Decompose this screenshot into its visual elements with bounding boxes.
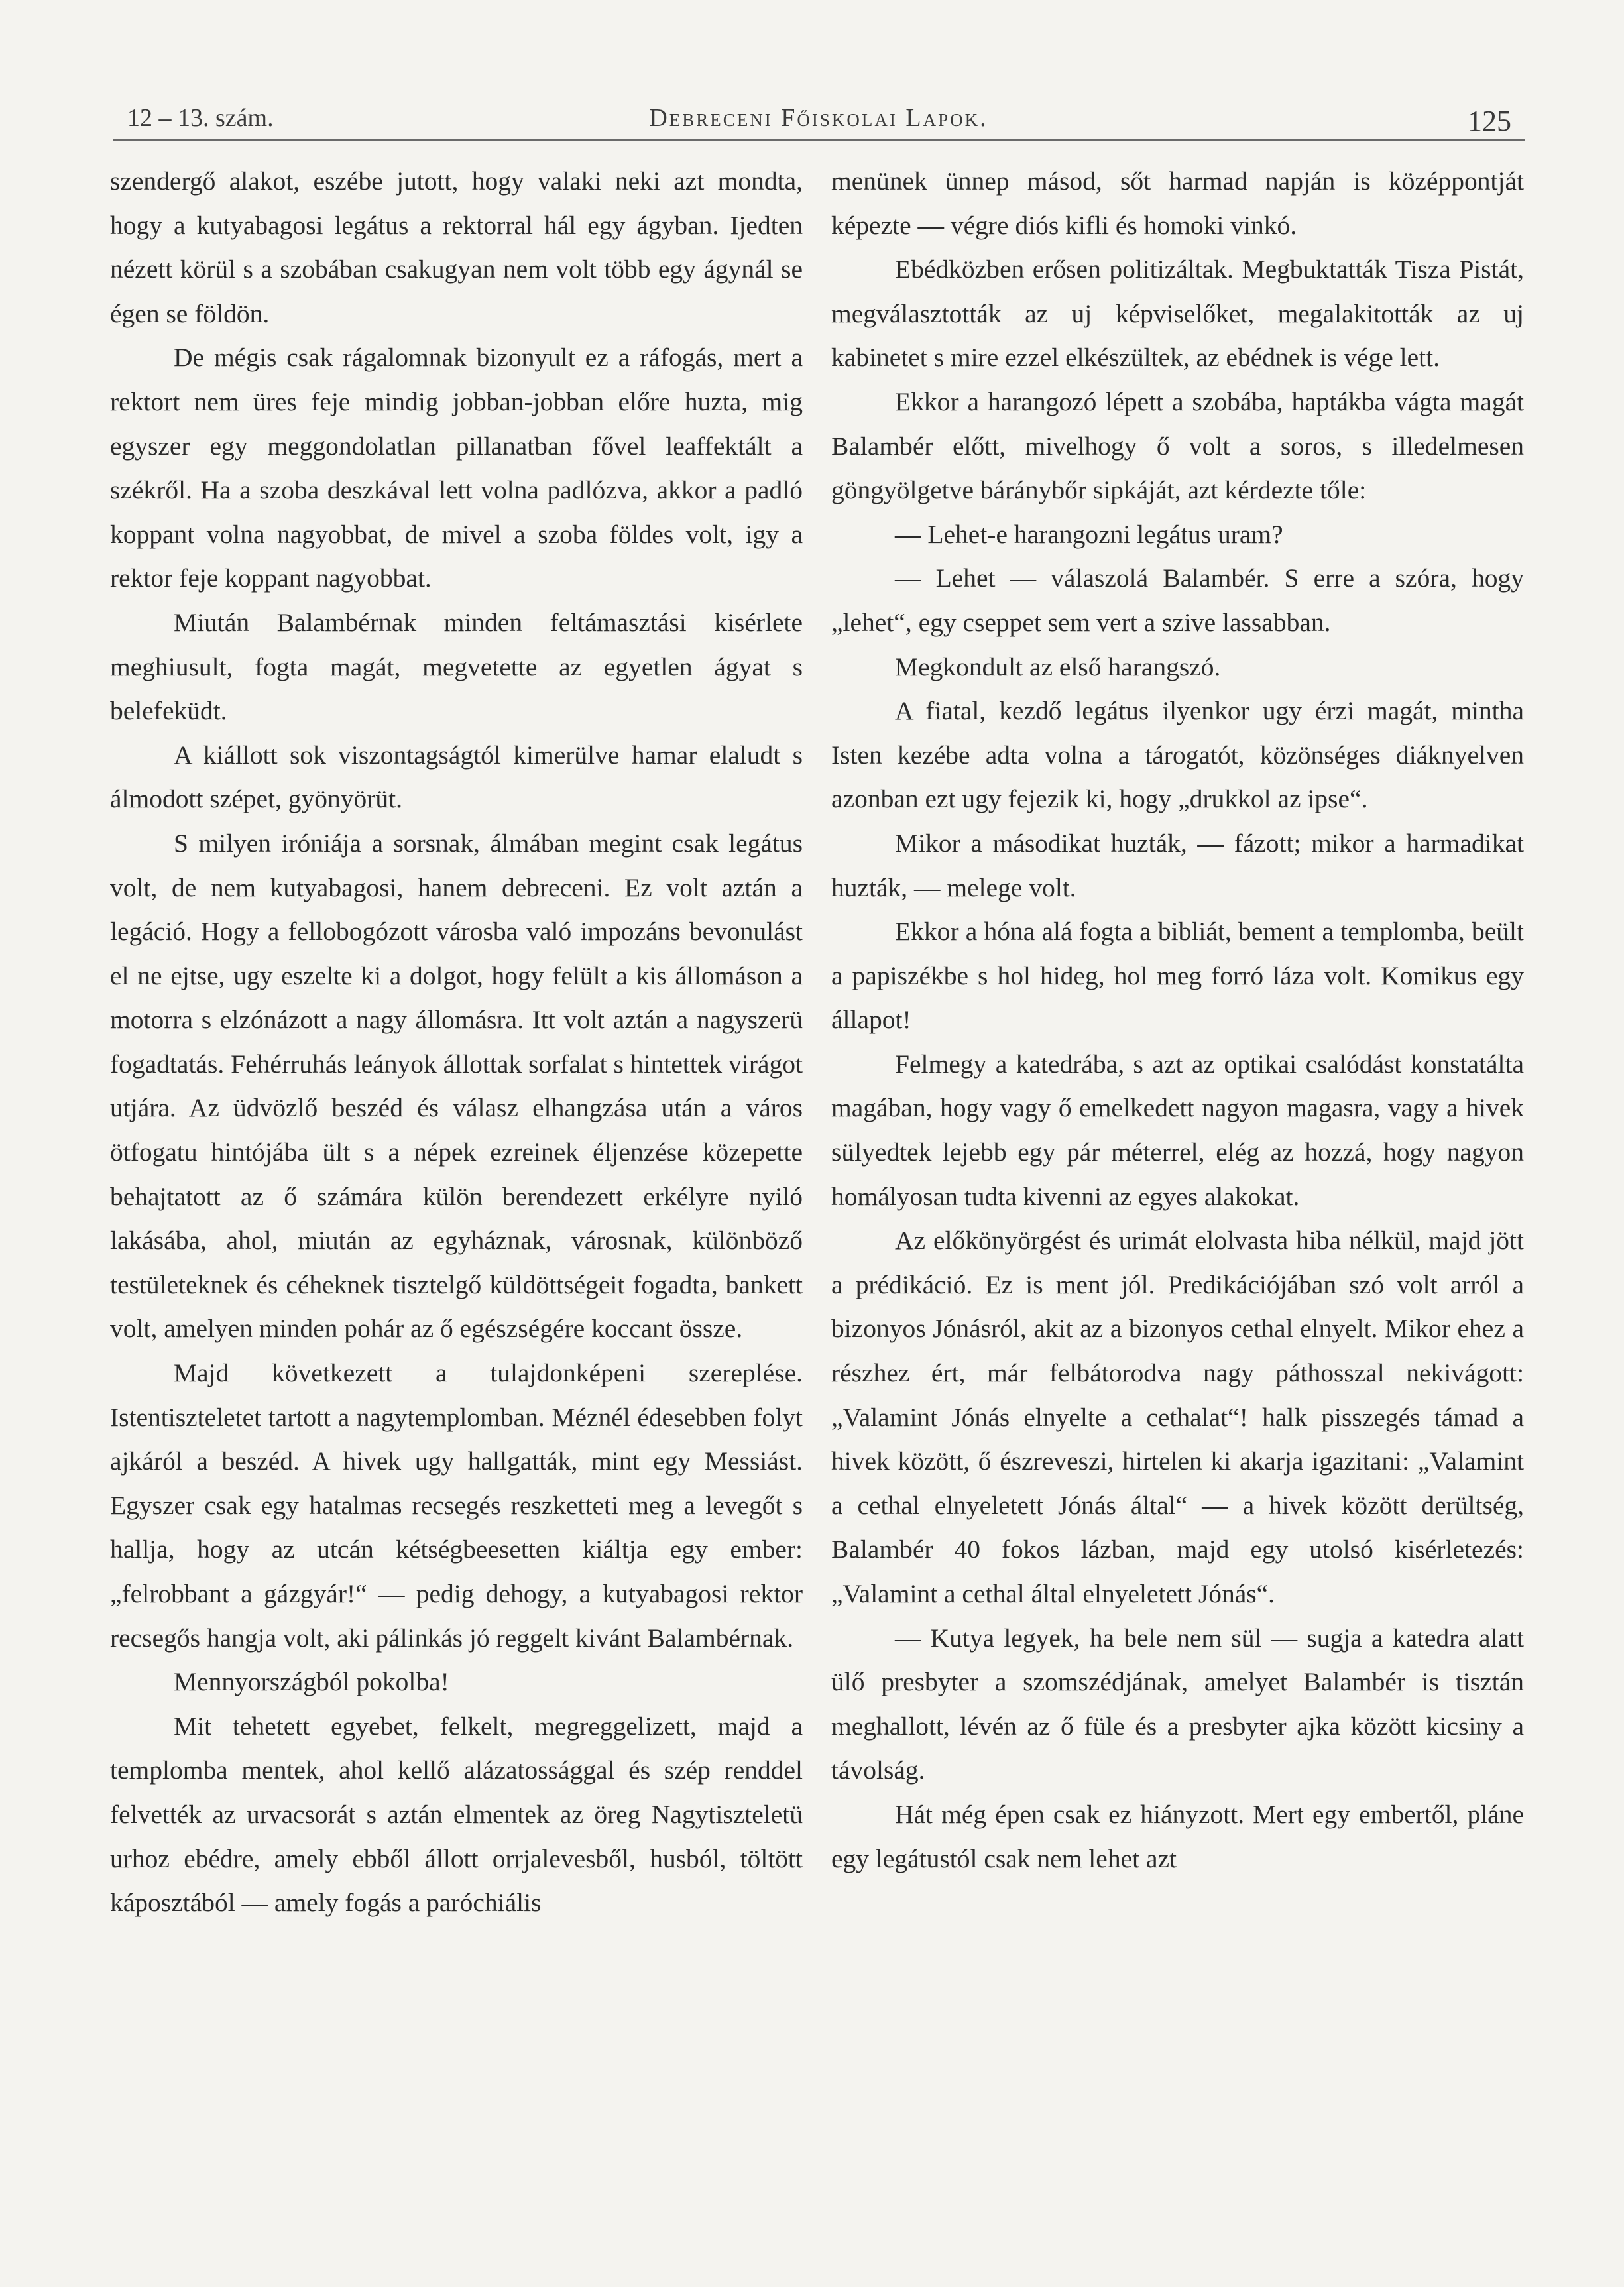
dialogue-line: — Lehet-e harangozni legátus uram? [895, 519, 1283, 549]
running-header [113, 91, 1525, 141]
paragraph: Mit tehetett egyebet, felkelt, megreggelizett, majd a templomba mentek, ahol kellő alázatossággal és szép renddel felvették az urvacsorát s aztán elmentek az öreg Nagytiszteletü urhoz ebédre, amely ebből állott orrjalevesből, husból, töltött káposztából — amely fogás a paróchiális [110, 1711, 803, 1918]
paragraph: Ekkor a hóna alá fogta a bibliát, bement a templomba, beült a papiszékbe s hol hideg, hol meg forró láza volt. Komikus egy állapot! [831, 917, 1524, 1035]
paragraph: S milyen iróniája a sorsnak, álmában megint csak legátus volt, de nem kutyabagosi, hanem debreceni. Ez volt aztán a legáció. Hogy a fellobogózott városba való impozáns bevonulást el ne ejtse, ugy eszelte ki a dolgot, hogy felült a kis állomáson a motorra s elzónázott a nagy állomásra. Itt volt aztán a nagyszerü fogadtatás. Fehérruhás leányok állottak sorfalat s hintettek virágot utjára. Az üdvözlő beszéd és válasz elhangzása után a város ötfogatu hintójába ült s a népek ezreinek éljenzése közepette behajtatott az ő számára külön berendezett erkélyre nyiló lakásába, ahol, miután az egyháznak, városnak, különböző testületeknek és céheknek tisztelgő küldöttségeit fogadta, bankett volt, amelyen minden pohár az ő egészségére koccant össze. [110, 828, 803, 1344]
paragraph: szendergő alakot, eszébe jutott, hogy valaki neki azt mondta, hogy a kutyabagosi legátus a rektorral hál egy ágyban. Ijedten nézett körül s a szobában csakugyan nem volt több egy ágynál se égen se földön. [110, 166, 803, 328]
paragraph: menünek ünnep másod, sőt harmad napján is középpontját képezte — végre diós kifli és homoki vinkó. [831, 166, 1524, 240]
paragraph: De mégis csak rágalomnak bizonyult ez a ráfogás, mert a rektort nem üres feje mindig jobban-jobban előre huzta, mig egyszer egy meggondolatlan pillanatban fővel leaffektált a székről. Ha a szoba deszkával lett volna padlózva, akkor a padló koppant volna nagyobbat, de mivel a szoba földes volt, igy a rektor feje koppant nagyobbat. [110, 343, 803, 593]
page-number: 125 [1468, 105, 1511, 137]
paragraph: Ekkor a harangozó lépett a szobába, haptákba vágta magát Balambér előtt, mivelhogy ő volt a soros, s illedelmesen göngyölgetve báránybőr sipkáját, azt kérdezte tőle: [831, 386, 1524, 505]
paragraph: Felmegy a katedrába, s azt az optikai csalódást konstatálta magában, hogy vagy ő emelkedett nagyon magasra, vagy a hivek sülyedtek lejebb egy pár méterrel, elég az hozzá, hogy nagyon homályosan tudta kivenni az egyes alakokat. [831, 1049, 1524, 1211]
paragraph: Megkondult az első harangszó. [895, 652, 1221, 681]
paragraph: Hát még épen csak ez hiányzott. Mert egy embertől, pláne egy legátustól csak nem lehet azt [831, 1799, 1524, 1873]
paragraph: A fiatal, kezdő legátus ilyenkor ugy érzi magát, mintha Isten kezébe adta volna a tárogatót, közönséges diáknyelven azonban ezt ugy fejezik ki, hogy „drukkol az ipse“. [831, 696, 1524, 814]
paragraph: Mennyországból pokolba! [174, 1667, 449, 1697]
paragraph: A kiállott sok viszontagságtól kimerülve hamar elaludt s álmodott szépet, gyönyörüt. [110, 740, 803, 814]
paragraph: Mikor a másodikat huzták, — fázott; mikor a harmadikat huzták, — melege volt. [831, 828, 1524, 902]
paragraph: Majd következett a tulajdonképeni szereplése. Istentiszteletet tartott a nagytemplomban. Méznél édesebben folyt ajkáról a beszéd. A hivek ugy hallgatták, mint egy Messiást. Egyszer csak egy hatalmas recsegés reszketteti meg a levegőt s hallja, hogy az utcán kétségbeesetten kiáltja egy ember: „felrobbant a gázgyár!“ — pedig dehogy, a kutyabagosi rektor recsegős hangja volt, aki pálinkás jó reggelt kivánt Balambérnak. [110, 1358, 803, 1653]
paragraph: Miután Balambérnak minden feltámasztási kisérlete meghiusult, fogta magát, megvetette az egyetlen ágyat s belefeküdt. [110, 607, 803, 726]
paragraph: Az előkönyörgést és urimát elolvasta hiba nélkül, majd jött a prédikáció. Ez is ment jól. Predikációjában szó volt arról a bizonyos Jónásról, akit az a bizonyos cethal elnyelt. Mikor ehez a részhez ért, már felbátorodva nagy páthosszal nekivágott: „Valamint Jónás elnyelte a cethalat“! halk pisszegés támad a hivek között, ő észreveszi, hirtelen ki akarja igazitani: „Valamint a cethal elnyeletett Jónás által“ — a hivek között derültség, Balambér 40 fokos lázban, majd egy utolsó kisérletezés: „Valamint a cethal által elnyeletett Jónás“. [831, 1226, 1524, 1608]
left-column [110, 159, 803, 1925]
right-column [831, 159, 1524, 1881]
dialogue-line: — Kutya legyek, ha bele nem sül — sugja a katedra alatt ülő presbyter a szomszédjának, amelyet Balambér is tisztán meghallott, lévén az ő füle és a presbyter ajka között kicsiny a távolság. [831, 1623, 1524, 1785]
issue-number: 12 – 13. szám. [127, 104, 274, 132]
dialogue-line: — Lehet — válaszolá Balambér. S erre a szóra, hogy „lehet“, egy cseppet sem vert a szive lassabban. [831, 563, 1524, 637]
journal-title: Debreceni Főiskolai Lapok. [649, 104, 988, 132]
paragraph: Ebédközben erősen politizáltak. Megbuktatták Tisza Pistát, megválasztották az uj képviselőket, megalakitották az uj kabinetet s mire ezzel elkészültek, az ebédnek is vége lett. [831, 255, 1524, 373]
